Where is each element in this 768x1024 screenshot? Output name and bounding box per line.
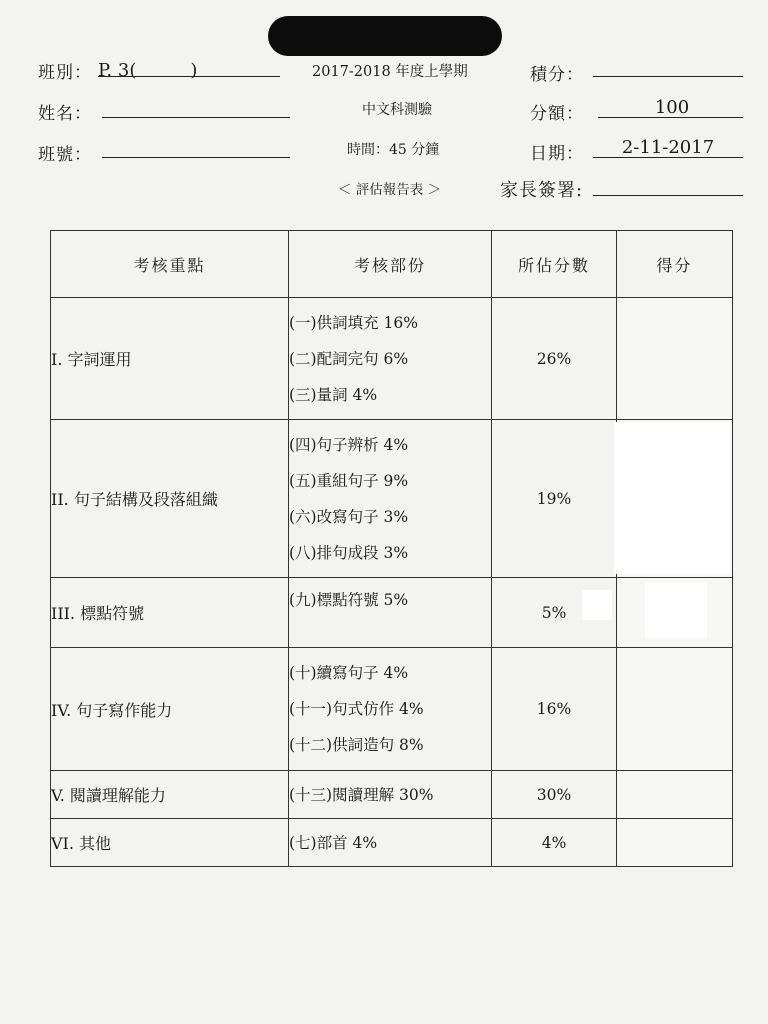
parts-cell	[289, 298, 492, 420]
part-item: (九)標點符號 5%	[289, 591, 409, 609]
parts-cell	[289, 771, 492, 819]
table-row	[51, 648, 733, 771]
whiteout-patch	[582, 590, 612, 620]
subject-title: 中文科測驗	[362, 102, 432, 118]
whiteout-patch	[645, 583, 707, 638]
score-label: 積分：	[530, 65, 584, 85]
focus-cell: V. 閱讀理解能力	[51, 771, 289, 819]
redacted-school-name	[270, 18, 500, 54]
focus-cell: III. 標點符號	[51, 578, 289, 648]
weight-cell: 26%	[492, 298, 617, 420]
class-underline	[98, 76, 280, 77]
parent-signature-label: 家長簽署:	[500, 180, 584, 201]
focus-cell: II. 句子結構及段落組織	[51, 420, 289, 578]
part-item: (二)配詞完句 6%	[289, 349, 409, 368]
part-item: (七)部首 4%	[289, 833, 378, 852]
weight-cell: 19%	[492, 420, 617, 578]
parts-cell	[289, 420, 492, 578]
part-item: (一)供詞填充 16%	[289, 313, 418, 332]
focus-cell: I. 字詞運用	[51, 298, 289, 420]
header-score: 得分	[617, 231, 733, 298]
score-underline[interactable]	[593, 76, 743, 77]
parent-signature-underline[interactable]	[593, 195, 743, 196]
part-item: (六)改寫句子 3%	[289, 507, 409, 526]
weight-cell: 30%	[492, 771, 617, 819]
parts-cell	[289, 819, 492, 867]
part-item: (十二)供詞造句 8%	[289, 736, 424, 754]
parts-cell	[289, 648, 492, 771]
class-label: 班別：	[38, 63, 92, 83]
weight-cell: 4%	[492, 819, 617, 867]
table-row	[51, 771, 733, 819]
class-value: P. 3( )	[98, 60, 198, 81]
number-underline[interactable]	[102, 157, 290, 158]
full-marks-value: 100	[654, 97, 690, 118]
focus-cell: IV. 句子寫作能力	[51, 648, 289, 771]
score-cell[interactable]	[617, 298, 733, 420]
table-header-row	[51, 231, 733, 298]
whiteout-patch	[614, 422, 730, 574]
full-marks-underline	[598, 117, 743, 118]
date-underline	[593, 157, 743, 158]
date-label: 日期：	[530, 144, 584, 164]
part-item: (十)續寫句子 4%	[289, 664, 409, 682]
part-item: (三)量詞 4%	[289, 385, 378, 404]
score-cell[interactable]	[617, 648, 733, 771]
header-weight: 所佔分數	[492, 231, 617, 298]
exam-time: 時間：45 分鐘	[347, 142, 440, 158]
full-marks-label: 分額：	[530, 104, 584, 124]
weight-cell: 16%	[492, 648, 617, 771]
name-label: 姓名：	[38, 104, 92, 124]
table-row	[51, 578, 733, 648]
part-item: (八)排句成段 3%	[289, 543, 409, 562]
table-row	[51, 819, 733, 867]
table-row	[51, 298, 733, 420]
number-label: 班號：	[38, 145, 92, 165]
name-underline[interactable]	[102, 117, 290, 118]
part-item: (五)重組句子 9%	[289, 471, 409, 490]
parts-cell	[289, 578, 492, 648]
part-item: (十一)句式仿作 4%	[289, 700, 424, 718]
part-item: (十三)閱讀理解 30%	[289, 785, 434, 804]
part-item: (四)句子辨析 4%	[289, 435, 409, 454]
score-cell[interactable]	[617, 819, 733, 867]
score-cell[interactable]	[617, 771, 733, 819]
weight-cell: 5%	[492, 578, 617, 648]
header-focus: 考核重點	[51, 231, 289, 298]
school-year-title: 2017-2018 年度上學期	[312, 64, 468, 80]
report-title: ＜ 評估報告表 ＞	[338, 182, 442, 198]
focus-cell: VI. 其他	[51, 819, 289, 867]
date-value: 2-11-2017	[621, 137, 715, 158]
header-parts: 考核部份	[289, 231, 492, 298]
